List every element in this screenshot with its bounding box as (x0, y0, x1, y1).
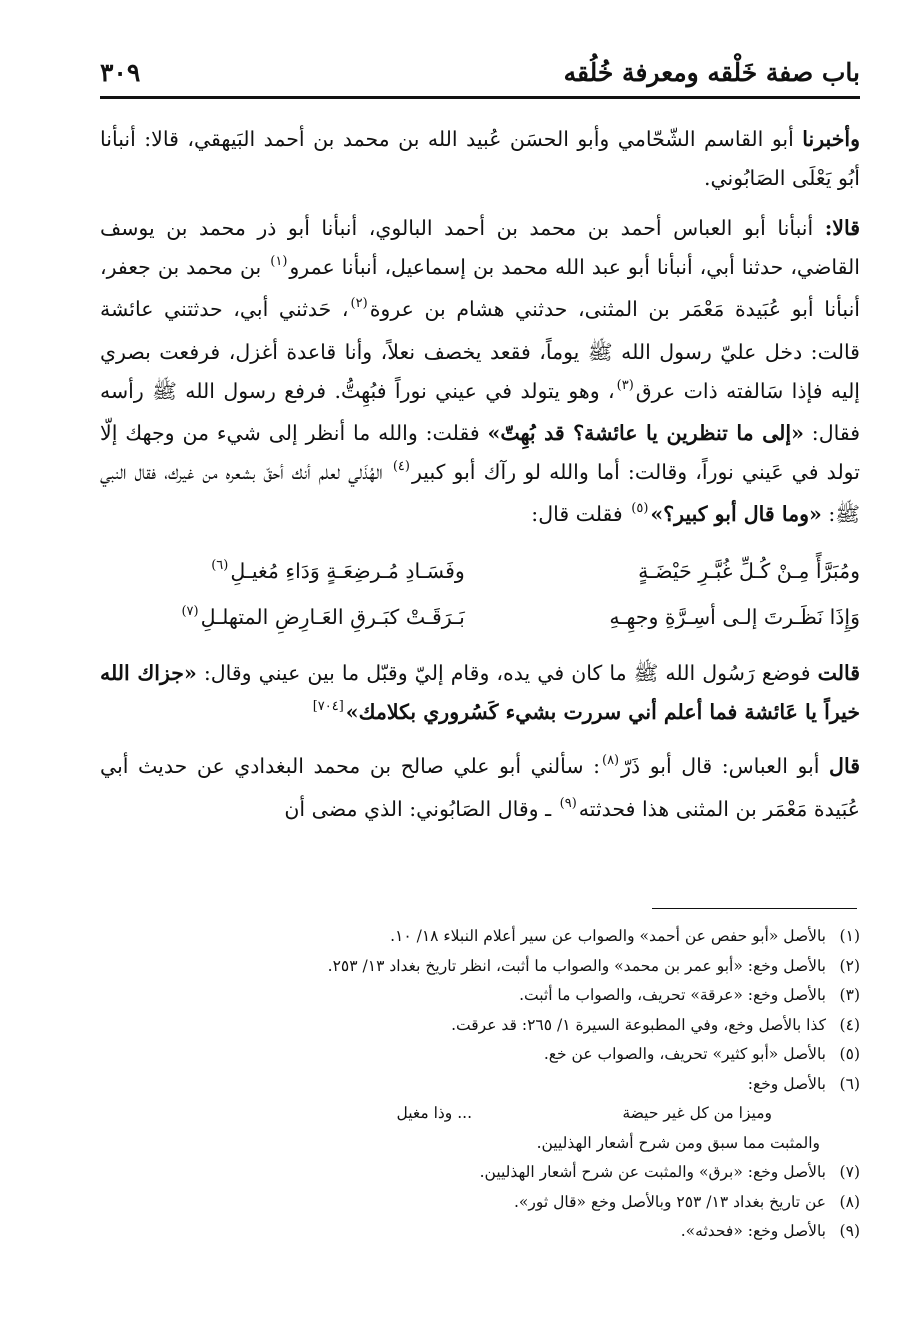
verse-second-hemistich (100, 596, 465, 642)
paragraph-1 (100, 120, 860, 197)
footnote-verse (100, 1099, 860, 1129)
footnote-ref[interactable]: (٢) (350, 296, 368, 312)
footnote-number: (٥) (839, 1045, 860, 1063)
footnote-ref[interactable]: (٨) (601, 753, 620, 769)
footnote-item (100, 952, 860, 982)
hadith-quote: «جزاك الله خيراً يا عَائشة فما أعلم أني سررت بشيء كَسُروري بكلامك» (100, 660, 860, 724)
header-rule (100, 96, 860, 99)
footnote-number: (٦) (839, 1074, 860, 1093)
paragraph-text: ـ وقال الصَابُوني: الذي مضى أن (284, 796, 558, 821)
footnote-ref[interactable]: (٧) (181, 603, 199, 619)
main-text (100, 120, 860, 844)
footnote-item (100, 1040, 860, 1070)
footnote-item (100, 922, 860, 952)
paragraph-text: ، حَدثني أبي، حدثتني عائشة قالت: دخل عليّ رسول الله ﷺ يوماً، فقعد يخصف نعلاً، وأنا قاعدة أغزل، فرفعت بصري إليه فإذا سَالفته ذات عرق (100, 297, 861, 403)
footnote-item (100, 981, 860, 1011)
verse-first-hemistich: ومُبَرَّأً مِـنْ كُـلِّ غُبَّـرِ حَيْضَـةٍ (638, 558, 860, 583)
footnote-item (100, 1188, 860, 1218)
footnote-ref[interactable]: (٤) (392, 458, 410, 474)
paragraph-lead: وأخبرنا (802, 127, 860, 151)
footnote-verse-second: ... وذا مغيل (396, 1104, 472, 1122)
footnote-continuation: والمثبت مما سبق ومن شرح أشعار الهذليين. (536, 1133, 820, 1152)
footnote-ref[interactable]: (١) (270, 253, 288, 269)
footnote-number: (١) (839, 927, 860, 945)
paragraph-text: أبو القاسم الشّحّامي وأبو الحسَن عُبيد الله بن محمد بن أحمد البَيهقي، قالا: أنبأنا أبُو يَعْلَى الصَابُوني. (100, 127, 860, 190)
footnote-number: (٨) (839, 1192, 860, 1211)
poem-verse (100, 550, 860, 596)
footnote-ref[interactable]: (٥) (631, 501, 649, 517)
page-header (100, 52, 860, 94)
chapter-title: باب صفة خَلْقه ومعرفة خُلُقه (563, 58, 860, 87)
paragraph-lead: قالا: (824, 216, 860, 241)
footnote-number: (٧) (839, 1163, 860, 1181)
paragraph-lead: قالت (817, 660, 860, 685)
paragraph-text: : سألني أبو علي صالح بن محمد البغدادي عن حديث أبي عُبَيدة مَعْمَر بن المثنى هذا فحدثته (100, 754, 860, 821)
footnote-separator (652, 908, 857, 909)
paragraph-text: فقلت قال: (531, 502, 630, 527)
footnote-text: بالأصل وخع: «أبو عمر بن محمد» والصواب ما أثبت، انظر تاريخ بغداد ١٣/ ٢٥٣. (327, 956, 826, 975)
hadith-quote: «إلى ما تنظرين يا عائشة؟ قد بُهِتّ» (487, 421, 804, 446)
footnote-ref[interactable]: (٣) (616, 377, 634, 393)
footnote-text: عن تاريخ بغداد ١٣/ ٢٥٣ وبالأصل وخع «قال ثور». (514, 1192, 826, 1211)
footnote-number: (٢) (839, 956, 860, 975)
paragraph-text: بن محمد بن جعفر، أنبأنا أبو عُبَيدة مَعْمَر بن المثنى، حدثني هشام بن عروة (100, 254, 860, 322)
footnote-ref[interactable]: (٦) (211, 557, 229, 573)
footnote-verse-first: وميزا من كل غير حيضة (622, 1104, 772, 1122)
verse-second-hemistich (100, 550, 465, 596)
verse-second-text: وفَسَـادِ مُـرضِعَـةٍ وَدَاءِ مُغيـلِ (230, 558, 465, 583)
poem-verse (100, 596, 860, 642)
footnote-text: بالأصل وخع: (747, 1074, 826, 1093)
footnotes (100, 922, 860, 1247)
poem (100, 550, 860, 642)
footnote-number: (٤) (839, 1015, 860, 1034)
hadith-number: [٧٠٤] (312, 698, 344, 714)
footnote-item (100, 1217, 860, 1247)
footnote-item (100, 1070, 860, 1100)
paragraph-text: ، وهو يتولد في عيني نوراً فبُهِتُّ. فرفع رسول الله ﷺ رأسه فقال: (100, 378, 861, 446)
footnote-text: بالأصل «أبو كثير» تحريف، والصواب عن خع. (543, 1045, 826, 1063)
footnote-text: بالأصل «أبو حفص عن أحمد» والصواب عن سير أعلام النبلاء ١٨/ ١٠. (390, 927, 826, 945)
paragraph-4 (100, 747, 860, 832)
paragraph-3 (100, 654, 860, 735)
footnote-number: (٩) (839, 1222, 860, 1240)
paragraph-text: فقلت: والله ما أنظر إلى شيء من وجهك إلّا تولد في عَيني نوراً، وقالت: أما والله لو رآك أبو كبير (100, 421, 860, 484)
footnote-ref[interactable]: (٩) (559, 795, 577, 811)
page-number: ٣٠٩ (100, 58, 141, 87)
footnote-text: بالأصل وخع: «فحدثه». (680, 1222, 826, 1240)
paragraph-text: أبو العباس: قال أبو ذَرّ (621, 754, 830, 779)
footnote-text: بالأصل وخع: «عرقة» تحريف، والصواب ما أثبت. (519, 986, 826, 1004)
paragraph-text: فوضع رَسُول الله ﷺ ما كان في يده، وقام إليّ وقبّل ما بين عيني وقال: (196, 660, 818, 685)
paragraph-2 (100, 209, 860, 538)
footnote-number: (٣) (839, 986, 860, 1004)
hadith-quote: «وما قال أبو كبير؟» (650, 502, 822, 527)
footnote-text: كذا بالأصل وخع، وفي المطبوعة السيرة ١/ ٢٦٥: قد عرقت. (451, 1015, 826, 1034)
paragraph-lead: قال (829, 754, 860, 779)
footnote-item (100, 1158, 860, 1188)
paragraph-text: أنبأنا أبو العباس أحمد بن محمد بن أحمد البالوي، أنبأنا أبو ذر محمد بن يوسف القاضي، حدثنا أبي، أنبأنا أبو عبد الله محمد بن إسماعيل، أنبأنا عمرو (100, 216, 860, 279)
verse-first-hemistich: وَإِذَا نَظَـرتَ إلـى أسِـرَّةِ وجهِـهِ (609, 604, 860, 629)
footnote-text: بالأصل وخع: «برق» والمثبت عن شرح أشعار الهذليين. (479, 1163, 826, 1181)
footnote-item (100, 1011, 860, 1041)
paragraph-text: الهُذَلي لعلم أنك أحقّ بشعره من غيرك، فقال النبي ﷺ: (100, 459, 860, 527)
verse-second-text: بَـرَقَـتْ كبَـرقِ العَـارِضِ المتهلـلِ (200, 604, 465, 629)
